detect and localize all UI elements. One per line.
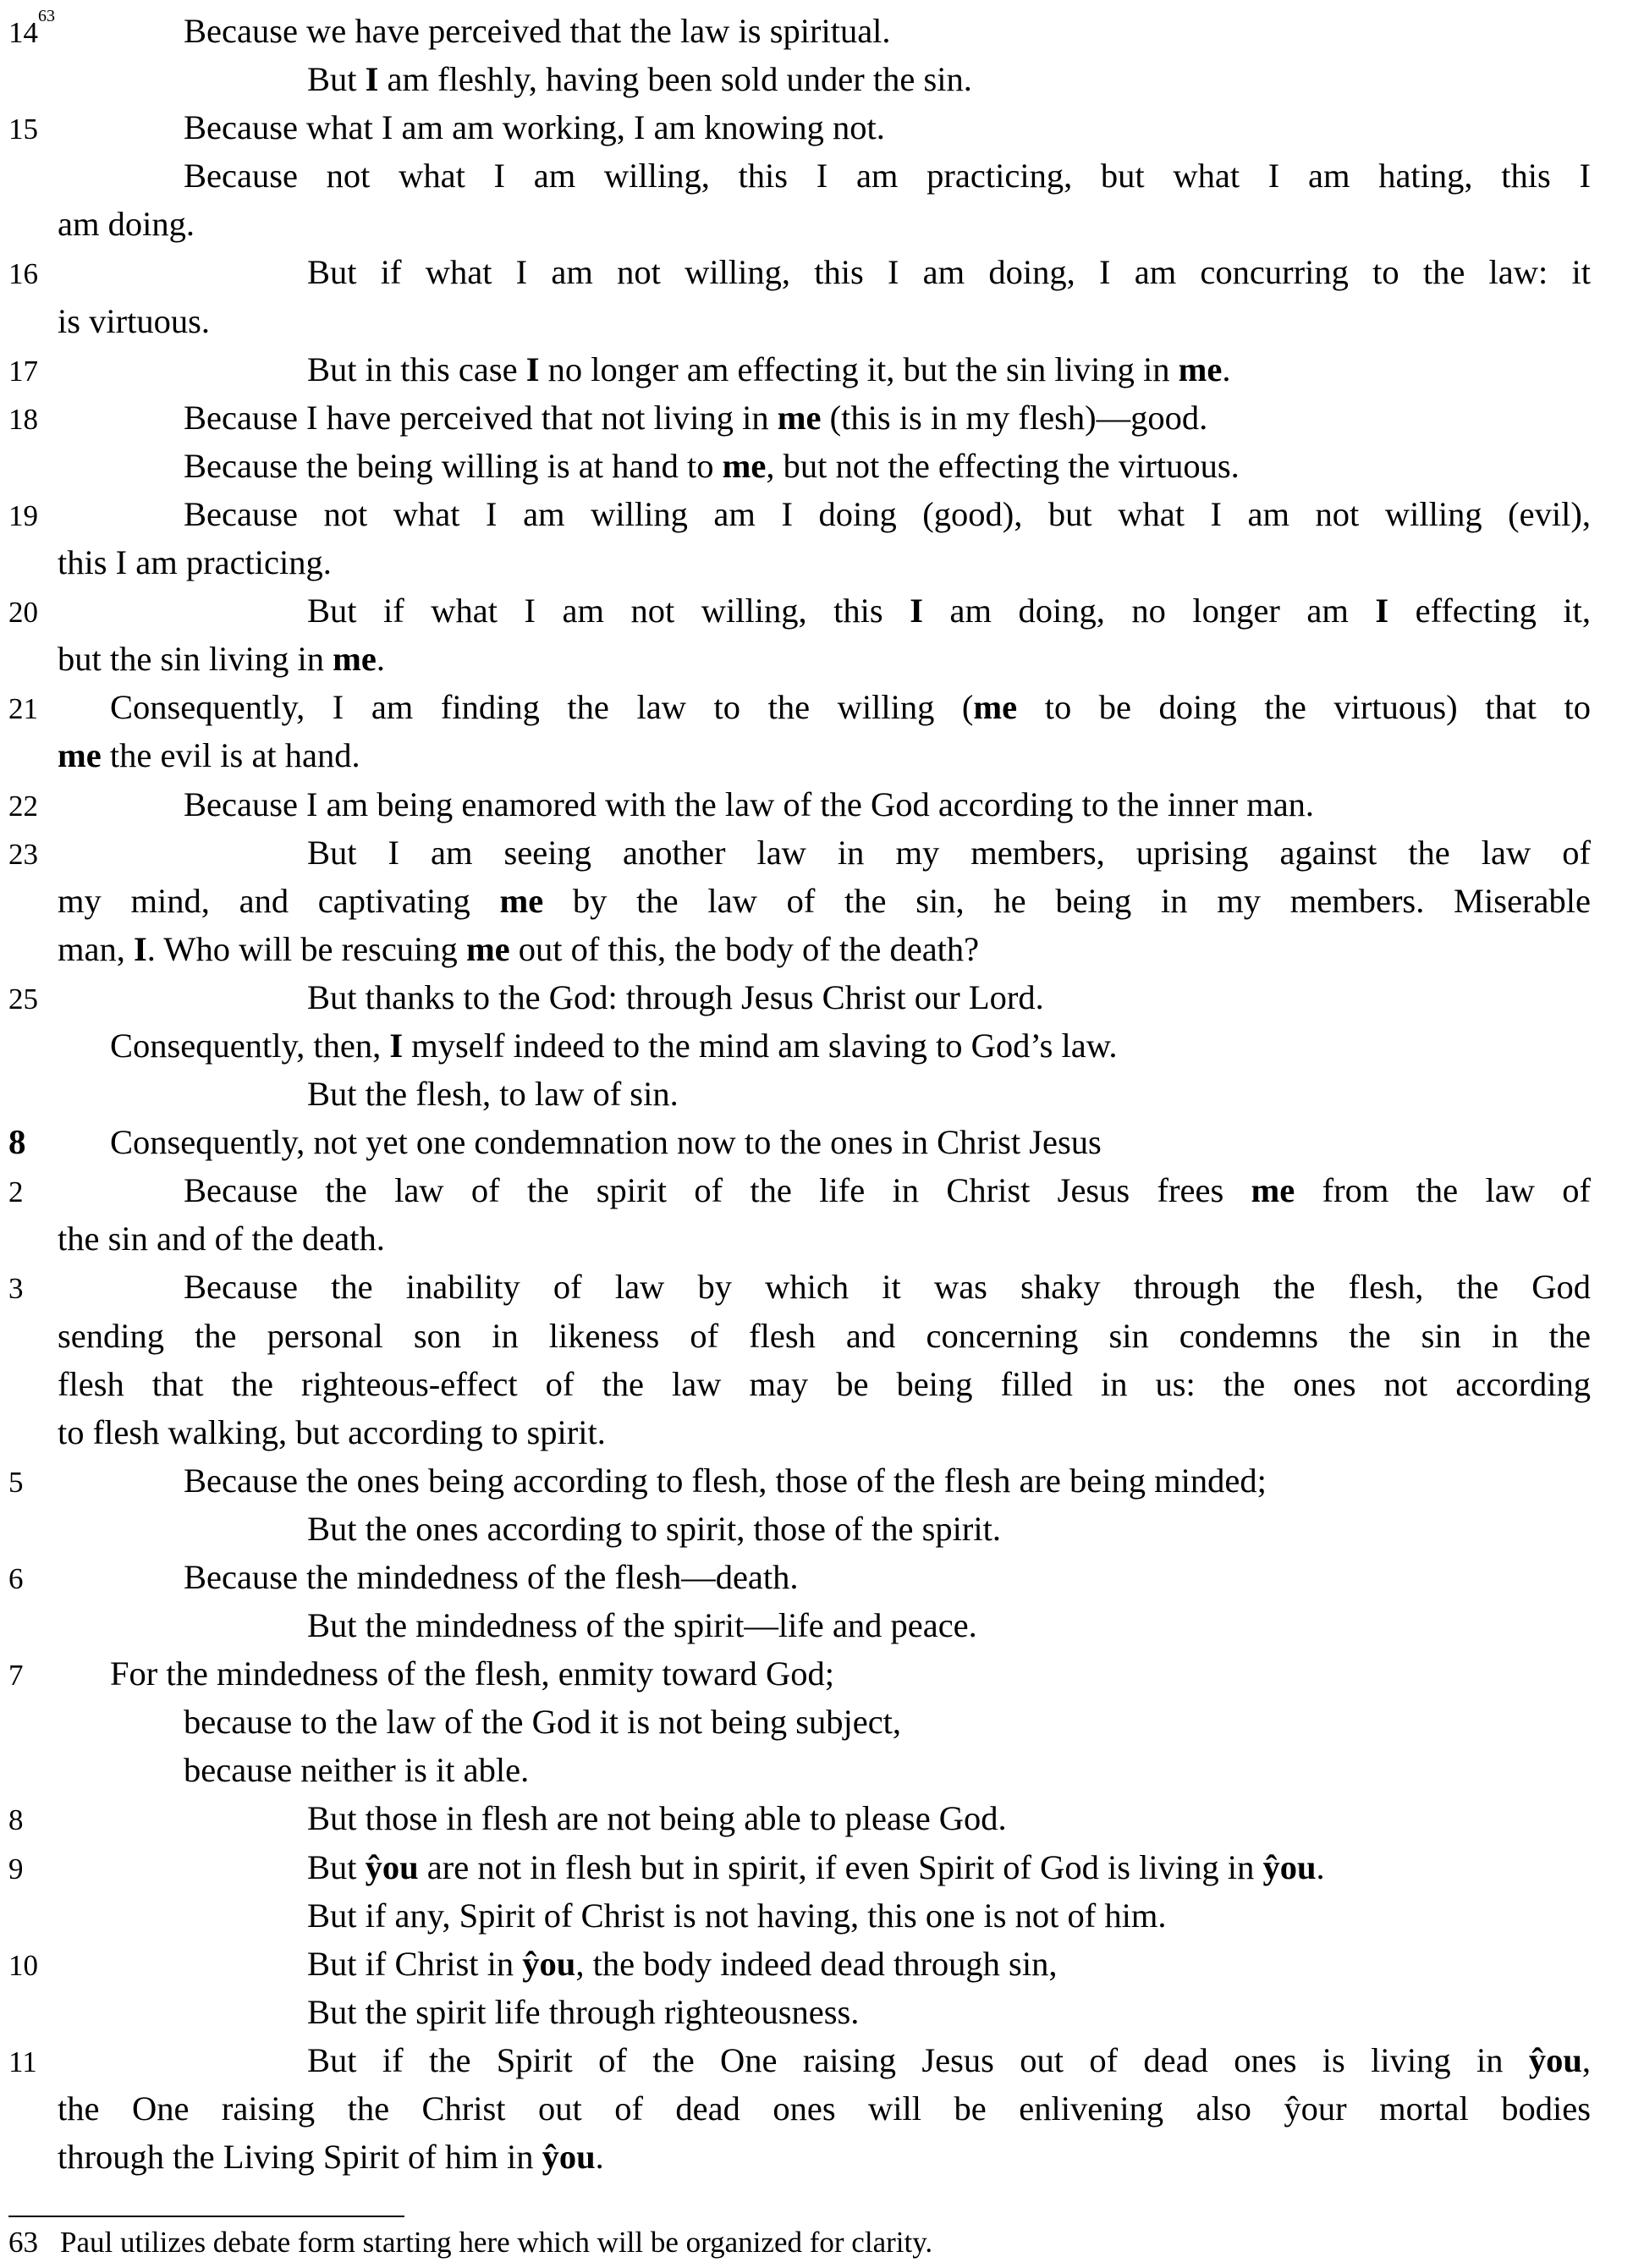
text-run: myself indeed to the mind am slaving to God’s law. [403, 1026, 1118, 1065]
line-text [184, 12, 891, 50]
text-line [8, 1794, 1591, 1842]
emphasized-word: me [499, 881, 544, 920]
text-line [8, 1408, 1591, 1456]
text-line [8, 1940, 1591, 1988]
text-run: Consequently, I am finding the law to the willing ( [110, 688, 974, 727]
verse-number: 17 [8, 354, 38, 388]
verse-number: $14^{63}$ [8, 7, 55, 49]
text-run: this I am practicing. [58, 543, 332, 582]
line-text [307, 1799, 1007, 1837]
text-line [8, 1360, 1591, 1408]
chapter-number: 8 [8, 1122, 26, 1162]
verse-number: 18 [8, 402, 38, 436]
text-line [8, 1021, 1591, 1070]
emphasized-word: I [365, 60, 379, 99]
text-run: by the law of the sin, he being in my members. Miserable [543, 881, 1591, 920]
verse-number: 19 [8, 498, 38, 532]
line-text [307, 1945, 1057, 1983]
text-run: Because the law of the spirit of the life in Christ Jesus frees [184, 1171, 1251, 1210]
line-text [184, 1171, 1591, 1209]
emphasized-word: I [910, 592, 923, 630]
line-text [307, 1896, 1167, 1935]
text-line [8, 1070, 1591, 1118]
text-line [8, 200, 1591, 248]
text-line [8, 973, 1591, 1021]
emphasized-word: ŷou [522, 1944, 576, 1983]
text-line [8, 1263, 1591, 1311]
text-run: . [376, 640, 385, 679]
text-line [8, 1312, 1591, 1360]
verse-number: 7 [8, 1659, 24, 1693]
text-run: to be doing the virtuous) that to [1017, 688, 1592, 727]
text-run: Because the being willing is at hand to [184, 446, 723, 485]
text-run: , [1581, 2040, 1591, 2079]
text-line [8, 1601, 1591, 1649]
line-text [58, 2089, 1591, 2128]
line-text [307, 1848, 1325, 1886]
verse-number: 9 [8, 1852, 24, 1885]
text-line [8, 394, 1591, 442]
line-text [58, 2138, 604, 2176]
emphasized-word: ŷou [1528, 2040, 1582, 2079]
text-run: the sin and of the death. [58, 1219, 385, 1258]
text-line [8, 683, 1591, 731]
line-text [110, 688, 1591, 726]
text-line [8, 635, 1591, 683]
line-text [58, 1317, 1591, 1355]
text-run: am doing, no longer am [922, 592, 1376, 630]
verse-number: 16 [8, 257, 38, 291]
text-line [8, 1553, 1591, 1601]
line-text [307, 350, 1230, 388]
emphasized-word: I [1375, 592, 1389, 630]
emphasized-word: me [465, 929, 510, 968]
text-run: But thanks to the God: through Jesus Christ our Lord. [307, 977, 1044, 1016]
verse-number: 6 [8, 1562, 24, 1595]
text-line [8, 828, 1591, 877]
text-line [8, 1988, 1591, 2036]
text-line [8, 538, 1591, 586]
emphasized-word: I [389, 1026, 404, 1065]
verse-number: 11 [8, 2045, 37, 2078]
text-run: through the Living Spirit of him in [58, 2138, 542, 2177]
line-text [307, 2041, 1591, 2079]
footnote-reference: 63 [38, 7, 55, 25]
text-line [8, 2133, 1591, 2181]
text-run: Consequently, then, [110, 1026, 390, 1065]
footnote-rule [8, 2216, 404, 2217]
line-text [184, 495, 1591, 533]
text-run: (this is in my flesh)—good. [821, 398, 1208, 437]
verse-number: 5 [8, 1465, 24, 1499]
text-line [8, 490, 1591, 538]
verse-number: 15 [8, 113, 38, 146]
line-text [58, 736, 360, 774]
line-text [307, 253, 1591, 291]
text-run: , the body indeed dead through sin, [575, 1944, 1058, 1983]
line-text [184, 1268, 1591, 1306]
text-line [8, 55, 1591, 103]
verse-number: 10 [8, 1948, 38, 1982]
text-run: . [595, 2138, 604, 2177]
line-text [184, 1558, 799, 1596]
text-run: For the mindedness of the flesh, enmity toward God; [110, 1654, 834, 1693]
emphasized-word: I [133, 929, 147, 968]
footnote [8, 2224, 932, 2261]
text-run: But those in flesh are not being able to please God. [307, 1799, 1007, 1838]
text-run: Because not what I am willing am I doing (good), but what I am not willing (evil), [184, 494, 1591, 533]
text-run: because neither is it able. [184, 1751, 530, 1790]
text-line [8, 877, 1591, 925]
text-run: . Who will be rescuing [146, 929, 466, 968]
line-text [58, 882, 1591, 920]
text-line [8, 780, 1591, 828]
line-text [184, 399, 1207, 437]
text-run: , but not the effecting the virtuous. [766, 446, 1240, 485]
scripture-text [8, 7, 1591, 2181]
verse-number: 8 [8, 1803, 24, 1837]
text-line [8, 586, 1591, 635]
text-run: . [1316, 1847, 1325, 1886]
text-line [8, 2084, 1591, 2133]
emphasized-word: me [333, 640, 377, 679]
line-text [58, 543, 332, 581]
line-text [307, 1606, 977, 1644]
line-text [307, 978, 1044, 1016]
text-line [8, 248, 1591, 296]
text-line [8, 731, 1591, 779]
line-text [307, 834, 1591, 872]
emphasized-word: me [777, 398, 822, 437]
text-run: . [1222, 350, 1231, 388]
line-text [184, 1462, 1267, 1500]
line-text [307, 60, 972, 98]
line-text [110, 1027, 1117, 1065]
text-run: effecting it, [1388, 592, 1591, 630]
text-run: But the ones according to spirit, those of the spirit. [307, 1509, 1001, 1548]
text-run: But the flesh, to law of sin. [307, 1075, 679, 1114]
text-line [8, 442, 1591, 490]
text-run: But if any, Spirit of Christ is not having, this one is not of him. [307, 1896, 1167, 1935]
text-line [8, 151, 1591, 200]
text-run: But [307, 1847, 366, 1886]
line-text [184, 785, 1314, 823]
line-text [58, 1365, 1591, 1403]
emphasized-word: I [525, 350, 540, 388]
text-run: man, [58, 929, 134, 968]
line-text [58, 205, 195, 243]
text-run: am doing. [58, 205, 195, 244]
text-run: from the law of [1295, 1171, 1592, 1210]
text-run: am fleshly, having been sold under the sin. [378, 60, 972, 99]
emphasized-word: me [1178, 350, 1223, 388]
text-line [8, 2036, 1591, 2084]
verse-number: 25 [8, 982, 38, 1016]
text-run: But if what I am not willing, this [307, 592, 910, 630]
footnote-number: 63 [8, 2226, 38, 2259]
text-run: the evil is at hand. [101, 736, 360, 775]
text-run: flesh that the righteous-effect of the law may be being filled in us: the ones not according [58, 1364, 1591, 1403]
text-line [8, 1118, 1591, 1166]
line-text [58, 930, 979, 968]
line-text [58, 1413, 606, 1451]
verse-number: 21 [8, 692, 38, 726]
text-run: Because the mindedness of the flesh—death. [184, 1558, 799, 1596]
text-line [8, 1843, 1591, 1891]
text-line [8, 1698, 1591, 1746]
emphasized-word: ŷou [542, 2138, 596, 2177]
text-run: sending the personal son in likeness of flesh and concerning sin condemns the sin in the [58, 1316, 1591, 1355]
emphasized-word: ŷou [365, 1847, 419, 1886]
text-run: the One raising the Christ out of dead ones will be enlivening also ŷour mortal bodies [58, 2089, 1591, 2128]
text-line [8, 925, 1591, 973]
emphasized-word: me [58, 736, 102, 775]
text-line [8, 1891, 1591, 1940]
text-run: out of this, the body of the death? [509, 929, 980, 968]
footnote-text: Paul utilizes debate form starting here which will be organized for clarity. [60, 2226, 933, 2259]
text-run: Because I am being enamored with the law of the God according to the inner man. [184, 784, 1315, 823]
emphasized-word: me [973, 688, 1018, 727]
line-text [58, 302, 210, 340]
text-line [8, 1649, 1591, 1698]
line-text [58, 1219, 385, 1258]
text-run: is virtuous. [58, 301, 211, 340]
text-line [8, 1505, 1591, 1553]
text-line [8, 297, 1591, 345]
line-text [184, 108, 885, 146]
verse-number: 20 [8, 596, 38, 630]
line-text [184, 447, 1240, 485]
text-line [8, 103, 1591, 151]
text-run: Because what I am am working, I am knowing not. [184, 108, 885, 147]
verse-number: 3 [8, 1272, 24, 1306]
text-run: because to the law of the God it is not being subject, [184, 1703, 902, 1742]
text-run: But the spirit life through righteousness. [307, 1992, 860, 2031]
verse-number: 23 [8, 837, 38, 871]
line-text [110, 1654, 834, 1693]
text-line [8, 1166, 1591, 1214]
text-run: Because the ones being according to flesh, those of the flesh are being minded; [184, 1461, 1267, 1500]
text-run: Because the inability of law by which it was shaky through the flesh, the God [184, 1268, 1591, 1307]
text-run: But if the Spirit of the One raising Jesus out of dead ones is living in [307, 2040, 1529, 2079]
text-run: no longer am effecting it, but the sin living in [539, 350, 1179, 388]
line-text [184, 1703, 901, 1741]
text-line [8, 7, 1591, 55]
text-line [8, 1456, 1591, 1505]
text-run: But in this case [307, 350, 526, 388]
line-text [110, 1123, 1102, 1161]
emphasized-word: me [722, 446, 767, 485]
line-text [58, 640, 385, 678]
text-run: are not in flesh but in spirit, if even Spirit of God is living in [418, 1847, 1263, 1886]
text-run: Because we have perceived that the law is spiritual. [184, 12, 891, 50]
text-run: to flesh walking, but according to spirit. [58, 1412, 606, 1451]
text-run: Consequently, not yet one condemnation now to the ones in Christ Jesus [110, 1123, 1102, 1162]
verse-number: 2 [8, 1175, 24, 1209]
emphasized-word: me [1251, 1171, 1295, 1210]
line-text [307, 1075, 679, 1113]
text-run: But I am seeing another law in my members, uprising against the law of [307, 833, 1591, 872]
line-text [307, 1993, 859, 2031]
text-run: But if what I am not willing, this I am doing, I am concurring to the law: it [307, 253, 1591, 292]
line-text [184, 157, 1591, 195]
text-line [8, 345, 1591, 394]
line-text [307, 1510, 1001, 1548]
verse-number: 22 [8, 789, 38, 823]
text-run: Because I have perceived that not living in [184, 398, 778, 437]
emphasized-word: ŷou [1262, 1847, 1317, 1886]
line-text [184, 1751, 529, 1789]
text-run: but the sin living in [58, 640, 333, 679]
text-line [8, 1746, 1591, 1794]
text-run: my mind, and captivating [58, 881, 500, 920]
text-run: But the mindedness of the spirit—life and peace. [307, 1606, 977, 1645]
text-line [8, 1214, 1591, 1263]
text-run: But [307, 60, 366, 99]
text-run: But if Christ in [307, 1944, 523, 1983]
text-run: Because not what I am willing, this I am practicing, but what I am hating, this I [184, 157, 1591, 195]
line-text [307, 592, 1591, 630]
